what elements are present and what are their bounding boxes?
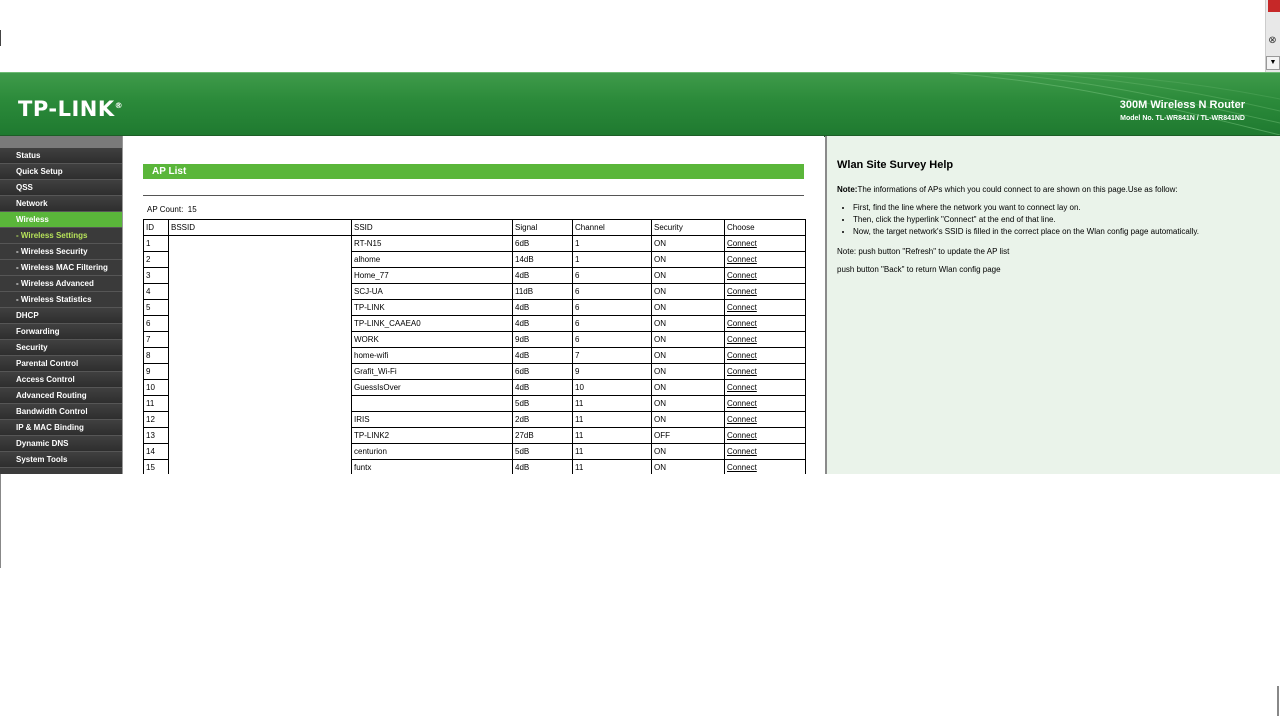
connect-link[interactable]: Connect [727,367,757,376]
cell-bssid [169,444,352,460]
cell-security: ON [652,316,725,332]
sidebar-item-wireless-settings[interactable]: - Wireless Settings [0,228,122,244]
sidebar-item-wireless-advanced[interactable]: - Wireless Advanced [0,276,122,292]
table-row [144,284,806,300]
sidebar-item-quick-setup[interactable]: Quick Setup [0,164,122,180]
cell-id: 13 [144,428,169,444]
cell-bssid [169,252,352,268]
cell-security: ON [652,460,725,476]
cell-ssid [352,396,513,412]
cell-security: ON [652,380,725,396]
cell-choose [725,396,806,412]
cell-channel: 1 [573,236,652,252]
connect-link[interactable]: Connect [727,287,757,296]
scroll-down-arrow-icon[interactable]: ▼ [1266,56,1280,70]
cell-choose [725,428,806,444]
connect-link[interactable]: Connect [727,383,757,392]
table-header-row [144,220,806,236]
help-step: • Then, click the hyperlink "Connect" at the end of that line. [853,214,1199,226]
ap-count: AP Count: 15 [147,205,197,214]
table-row [144,236,806,252]
cell-ssid: funtx [352,460,513,476]
cell-choose [725,236,806,252]
help-steps [839,202,1199,238]
connect-link[interactable]: Connect [727,431,757,440]
ap-list-table [143,219,806,476]
connect-link[interactable]: Connect [727,319,757,328]
cell-id: 14 [144,444,169,460]
table-row [144,412,806,428]
cell-bssid [169,428,352,444]
sidebar-item-wireless[interactable]: Wireless [0,212,122,228]
help-panel [825,136,1280,474]
cell-ssid: IRIS [352,412,513,428]
cell-id: 5 [144,300,169,316]
cell-id: 6 [144,316,169,332]
cell-bssid [169,300,352,316]
col-header: BSSID [169,220,352,236]
cell-channel: 7 [573,348,652,364]
cell-choose [725,284,806,300]
cell-signal: 6dB [513,364,573,380]
col-header: Channel [573,220,652,236]
connect-link[interactable]: Connect [727,447,757,456]
cell-id: 4 [144,284,169,300]
cell-id: 10 [144,380,169,396]
connect-link[interactable]: Connect [727,351,757,360]
sidebar-item-wireless-mac-filtering[interactable]: - Wireless MAC Filtering [0,260,122,276]
cell-choose [725,380,806,396]
cell-channel: 11 [573,396,652,412]
cell-security: ON [652,252,725,268]
sidebar-item-advanced-routing[interactable]: Advanced Routing [0,388,122,404]
cell-channel: 11 [573,428,652,444]
cell-choose [725,252,806,268]
cell-choose [725,412,806,428]
cell-channel: 6 [573,284,652,300]
cell-security: ON [652,284,725,300]
cell-channel: 6 [573,316,652,332]
sidebar-item-dynamic-dns[interactable]: Dynamic DNS [0,436,122,452]
sidebar-item-network[interactable]: Network [0,196,122,212]
cell-security: OFF [652,428,725,444]
cell-signal: 4dB [513,460,573,476]
cell-id: 2 [144,252,169,268]
sidebar-item-security[interactable]: Security [0,340,122,356]
cell-channel: 9 [573,364,652,380]
cell-signal: 4dB [513,268,573,284]
col-header: Signal [513,220,573,236]
cell-id: 12 [144,412,169,428]
col-header: Security [652,220,725,236]
cell-signal: 4dB [513,380,573,396]
cell-ssid: RT-N15 [352,236,513,252]
connect-link[interactable]: Connect [727,239,757,248]
table-row [144,316,806,332]
cell-signal: 9dB [513,332,573,348]
cell-channel: 11 [573,460,652,476]
table-row [144,332,806,348]
cell-bssid [169,380,352,396]
browser-blank-area [0,0,1265,72]
cell-ssid: TP-LINK2 [352,428,513,444]
table-row [144,252,806,268]
cell-ssid: TP-LINK_CAAEA0 [352,316,513,332]
cell-signal: 2dB [513,412,573,428]
tp-link-logo: TP-LINK® [18,97,124,121]
table-row [144,300,806,316]
cell-signal: 11dB [513,284,573,300]
cell-bssid [169,332,352,348]
cell-security: ON [652,300,725,316]
connect-link[interactable]: Connect [727,335,757,344]
cell-bssid [169,364,352,380]
cell-ssid: Grafit_Wi-Fi [352,364,513,380]
frame-edge [1277,686,1279,716]
cell-security: ON [652,444,725,460]
connect-link[interactable]: Connect [727,415,757,424]
cell-ssid: alhome [352,252,513,268]
connect-link[interactable]: Connect [727,303,757,312]
cell-id: 8 [144,348,169,364]
cell-signal: 5dB [513,396,573,412]
connect-link[interactable]: Connect [727,399,757,408]
cell-choose [725,348,806,364]
cell-channel: 1 [573,252,652,268]
col-header: Choose [725,220,806,236]
cell-ssid: centurion [352,444,513,460]
cell-id: 9 [144,364,169,380]
help-step: • Now, the target network's SSID is filled in the correct place on the Wlan config page automatically. [853,226,1199,238]
help-title: Wlan Site Survey Help [837,159,954,171]
table-row [144,396,806,412]
title-divider [143,195,804,196]
cell-channel: 11 [573,412,652,428]
cell-ssid: Home_77 [352,268,513,284]
help-note-refresh: Note: push button "Refresh" to update the AP list [837,247,1010,256]
table-row [144,428,806,444]
cell-choose [725,332,806,348]
cell-channel: 6 [573,300,652,316]
cell-id: 1 [144,236,169,252]
sidebar-menu [0,136,123,474]
help-step: • First, find the line where the network you want to connect lay on. [853,202,1199,214]
cell-signal: 27dB [513,428,573,444]
sidebar-item-forwarding[interactable]: Forwarding [0,324,122,340]
blank-area [0,474,1280,720]
sidebar-item-ip-mac-binding[interactable]: IP & MAC Binding [0,420,122,436]
cell-security: ON [652,332,725,348]
cell-bssid [169,284,352,300]
sidebar-item-wireless-security[interactable]: - Wireless Security [0,244,122,260]
sidebar-item-parental-control[interactable]: Parental Control [0,356,122,372]
sidebar-item-status[interactable]: Status [0,148,122,164]
cell-ssid: GuessIsOver [352,380,513,396]
cell-bssid [169,316,352,332]
cell-bssid [169,396,352,412]
cell-signal: 4dB [513,316,573,332]
cell-ssid: TP-LINK [352,300,513,316]
sidebar-item-dhcp[interactable]: DHCP [0,308,122,324]
main-content [123,136,824,474]
cell-ssid: SCJ-UA [352,284,513,300]
cell-bssid [169,268,352,284]
cell-signal: 4dB [513,348,573,364]
router-header [0,72,1280,137]
cell-id: 7 [144,332,169,348]
table-row [144,380,806,396]
table-row [144,268,806,284]
table-row [144,364,806,380]
settings-icon[interactable]: ⊗ [1268,35,1277,46]
cell-choose [725,300,806,316]
sidebar-item-system-tools[interactable]: System Tools [0,452,122,468]
cell-signal: 4dB [513,300,573,316]
sidebar-item-wireless-statistics[interactable]: - Wireless Statistics [0,292,122,308]
sidebar-item-bandwidth-control[interactable]: Bandwidth Control [0,404,122,420]
model-title: 300M Wireless N Router [1119,99,1245,111]
page-title: AP List [143,164,804,179]
frame-edge [0,474,1,568]
cell-security: ON [652,396,725,412]
close-indicator-icon[interactable] [1268,0,1280,12]
cell-security: ON [652,364,725,380]
sidebar-top-bar [0,136,122,148]
help-note-back: push button "Back" to return Wlan config page [837,265,1001,274]
connect-link[interactable]: Connect [727,255,757,264]
sidebar-item-access-control[interactable]: Access Control [0,372,122,388]
connect-link[interactable]: Connect [727,463,757,472]
cell-security: ON [652,236,725,252]
cell-id: 11 [144,396,169,412]
cell-ssid: WORK [352,332,513,348]
cell-bssid [169,412,352,428]
cell-choose [725,444,806,460]
cell-channel: 6 [573,268,652,284]
col-header: SSID [352,220,513,236]
cell-bssid [169,236,352,252]
cell-signal: 5dB [513,444,573,460]
cell-choose [725,268,806,284]
cell-channel: 11 [573,444,652,460]
connect-link[interactable]: Connect [727,271,757,280]
cell-id: 3 [144,268,169,284]
cell-id: 15 [144,460,169,476]
help-note: Note:The informations of APs which you could connect to are shown on this page.Use as follow: [837,185,1178,194]
table-row [144,444,806,460]
cell-choose [725,316,806,332]
cell-security: ON [652,268,725,284]
cell-signal: 14dB [513,252,573,268]
cell-bssid [169,348,352,364]
cell-signal: 6dB [513,236,573,252]
col-header: ID [144,220,169,236]
cell-channel: 10 [573,380,652,396]
cell-security: ON [652,412,725,428]
text-cursor [0,30,1,46]
model-number: Model No. TL-WR841N / TL-WR841ND [1120,115,1245,122]
cell-choose [725,364,806,380]
cell-channel: 6 [573,332,652,348]
cell-security: ON [652,348,725,364]
sidebar-item-qss[interactable]: QSS [0,180,122,196]
table-row [144,348,806,364]
cell-ssid: home-wifi [352,348,513,364]
